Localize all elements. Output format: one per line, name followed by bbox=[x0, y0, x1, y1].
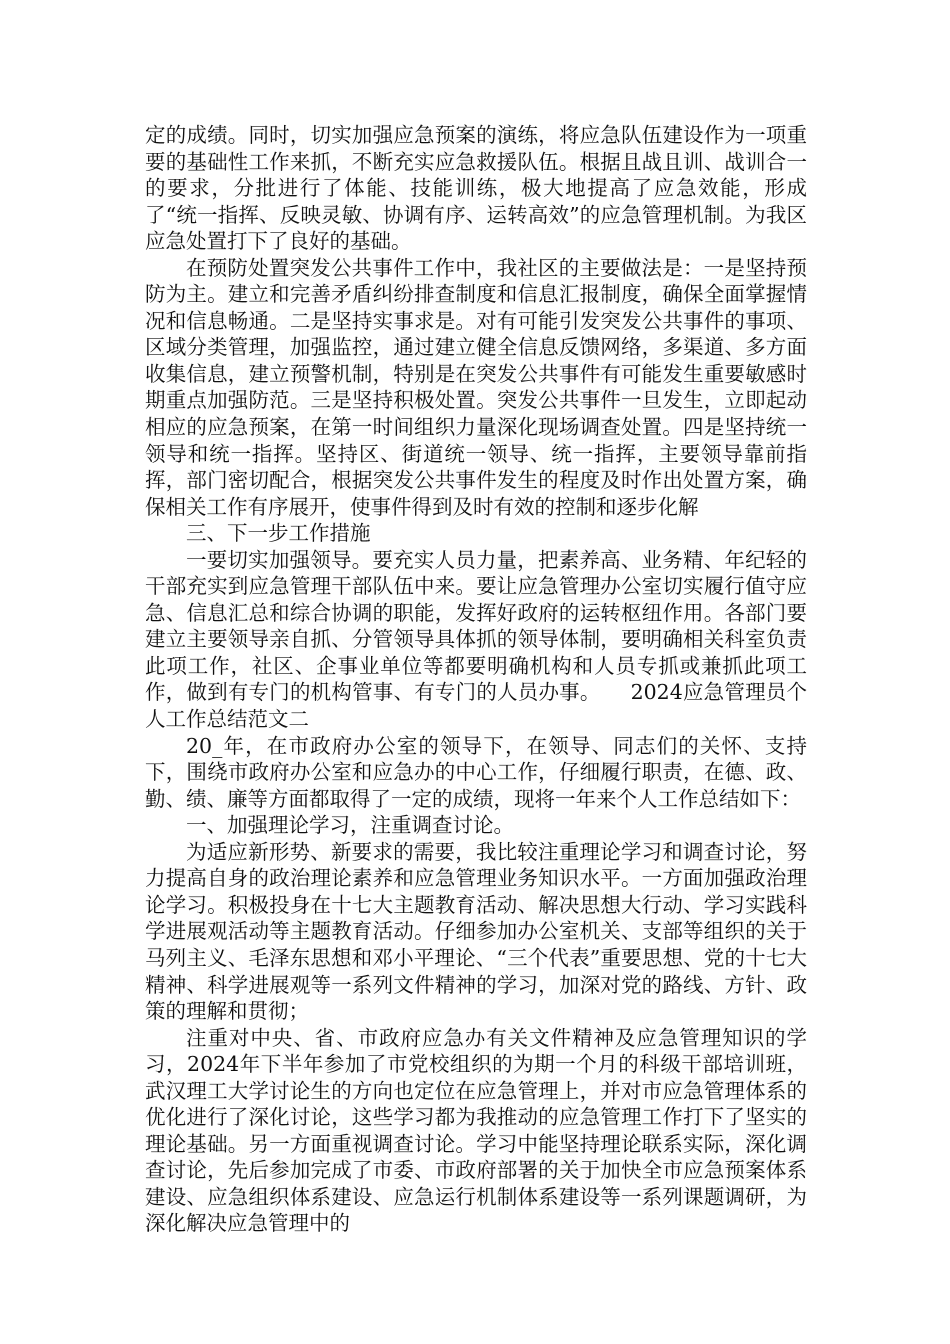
document-page bbox=[145, 122, 807, 1237]
section-heading-6: 一、加强理论学习，注重调查讨论。 bbox=[186, 813, 514, 838]
paragraph-4-text: 一要切实加强领导。要充实人员力量，把素养高、业务精、年纪轻的干部充实到应急管理干部队伍中来。要让应急管理办公室切实履行值守应急、信息汇总和综合协调的职能，发挥好政府的运转枢纽作用。各部门要建立主要领导亲自抓、分管领导具体抓的领导体制，要明确相关科室负责此项工作，社区、企事业单位等都要明确机构和人员专抓或兼抓此项工作，做到有专门的机构管事、有专门的人员办事。 bbox=[145, 547, 807, 705]
paragraph-7: 为适应新形势、新要求的需要，我比较注重理论学习和调查讨论，努力提高自身的政治理论素养和应急管理业务知识水平。一方面加强政治理论学习。积极投身在十七大主题教育活动、解决思想大行动、学习实践科学进展观活动等主题教育活动。仔细参加办公室机关、支部等组织的关于马列主义、毛泽东思想和邓小平理论、“三个代表”重要思想、党的十七大精神、科学进展观等一系列文件精神的学习，加深对党的路线、方针、政策的理解和贯彻； bbox=[145, 839, 807, 1024]
paragraph-4 bbox=[145, 547, 807, 733]
paragraph-8: 注重对中央、省、市政府应急办有关文件精神及应急管理知识的学习，2024年下半年参加了市党校组织的为期一个月的科级干部培训班，武汉理工大学讨论生的方向也定位在应急管理上，并对市应急管理体系的优化进行了深化讨论，这些学习都为我推动的应急管理工作打下了坚实的理论基础。另一方面重视调查讨论。学习中能坚持理论联系实际，深化调查讨论，先后参加完成了市委、市政府部署的关于加快全市应急预案体系建设、应急组织体系建设、应急运行机制体系建设等一系列课题调研，为深化解决应急管理中的 bbox=[145, 1025, 807, 1236]
paragraph-5: 20_年，在市政府办公室的领导下，在领导、同志们的关怀、支持下，围绕市政府办公室和应急办的中心工作，仔细履行职责，在德、政、勤、绩、廉等方面都取得了一定的成绩，现将一年来个人工作总结如下： bbox=[145, 733, 807, 811]
paragraph-2: 在预防处置突发公共事件工作中，我社区的主要做法是：一是坚持预防为主。建立和完善矛盾纠纷排查制度和信息汇报制度，确保全面掌握情况和信息畅通。二是坚持实事求是。对有可能引发突发公共事件的事项、区域分类管理，加强监控，通过建立健全信息反馈网络，多渠道、多方面收集信息，建立预警机制，特别是在突发公共事件有可能发生重要敏感时期重点加强防范。三是坚持积极处置。突发公共事件一旦发生，立即起动相应的应急预案，在第一时间组织力量深化现场调查处置。四是坚持统一领导和统一指挥。坚持区、街道统一领导、统一指挥，主要领导靠前指挥，部门密切配合，根据突发公共事件发生的程度及时作出处置方案，确保相关工作有序展开，使事件得到及时有效的控制和逐步化解 bbox=[145, 255, 807, 519]
paragraph-1: 定的成绩。同时，切实加强应急预案的演练，将应急队伍建设作为一项重要的基础性工作来抓，不断充实应急救援队伍。根据且战且训、战训合一的要求，分批进行了体能、技能训练，极大地提高了应急效能，形成了“统一指挥、反映灵敏、协调有序、运转高效”的应急管理机制。为我区应急处置打下了良好的基础。 bbox=[145, 123, 807, 254]
section-heading-3: 三、下一步工作措施 bbox=[186, 521, 371, 546]
document-subtitle: 2024应急管理员个人工作总结范文二 bbox=[145, 680, 807, 732]
